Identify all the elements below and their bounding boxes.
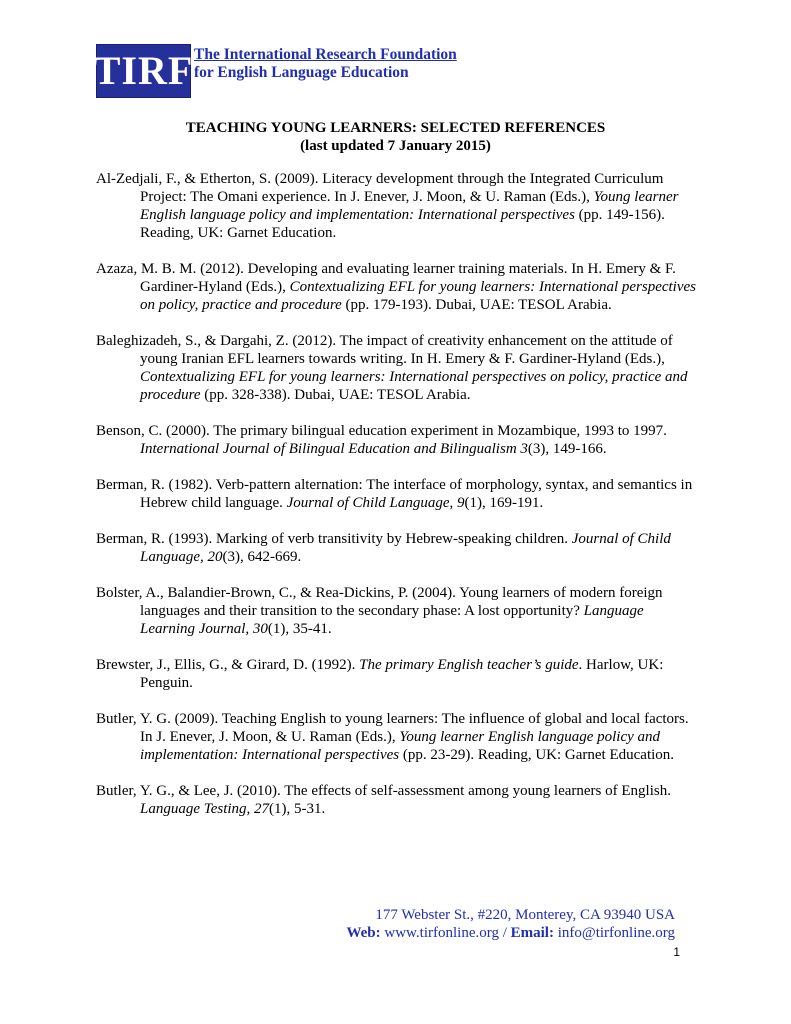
- reference-text: (1), 5-31.: [269, 801, 326, 817]
- reference-entry: [96, 332, 701, 404]
- reference-text: (3), 149-166.: [527, 441, 607, 457]
- reference-text: (3), 642-669.: [222, 549, 302, 565]
- document-title: TEACHING YOUNG LEARNERS: SELECTED REFERENCES: [185, 120, 606, 136]
- web-label: Web:: [346, 925, 381, 941]
- reference-title: Journal of Child Language: [286, 495, 450, 511]
- org-name: [194, 46, 457, 82]
- footer-address: 177 Webster St., #220, Monterey, CA 93940 USA: [375, 907, 675, 923]
- tirf-logo: [93, 44, 194, 98]
- document-subtitle: (last updated 7 January 2015): [300, 138, 491, 154]
- reference-text: (1), 169-191.: [464, 495, 544, 511]
- reference-title: International Journal of Bilingual Education and Bilingualism 3: [140, 441, 528, 457]
- reference-title: Young learner English language policy and implementation: International perspectives: [140, 189, 679, 223]
- web-link[interactable]: www.tirfonline.org /: [380, 925, 511, 941]
- reference-text: Brewster, J., Ellis, G., & Girard, D. (1992).: [96, 657, 360, 673]
- reference-text: Berman, R. (1982). Verb-pattern alternation: The interface of morphology, syntax, and semantics in Hebrew child language.: [96, 477, 693, 511]
- reference-title: Young learner English language policy and implementation: International perspectives: [140, 729, 661, 763]
- reference-text: (pp. 149-156). Reading, UK: Garnet Education.: [140, 207, 665, 241]
- reference-entry: [96, 782, 701, 818]
- reference-title: Contextualizing EFL for young learners: International perspectives on policy, practice and procedure: [140, 369, 688, 403]
- reference-title: Contextualizing EFL for young learners: International perspectives on policy, practice and procedure: [140, 279, 696, 313]
- page-footer: [0, 906, 675, 942]
- reference-text: Butler, Y. G., & Lee, J. (2010). The effects of self-assessment among young learners of English.: [96, 783, 671, 799]
- reference-text: (pp. 23-29). Reading, UK: Garnet Education.: [399, 747, 675, 763]
- org-name-line2: for English Language Education: [194, 64, 409, 81]
- reference-entry: [96, 710, 701, 764]
- document-heading: [0, 119, 791, 155]
- reference-title: 9: [457, 495, 465, 511]
- email-link[interactable]: info@tirfonline.org: [553, 925, 675, 941]
- reference-text: Berman, R. (1993). Marking of verb transitivity by Hebrew-speaking children.: [96, 531, 572, 547]
- reference-text: Butler, Y. G. (2009). Teaching English to young learners: The influence of global and local factors. In J. Enever, J. Moon, & U. Raman (Eds.),: [96, 711, 689, 745]
- reference-entry: [96, 422, 701, 458]
- reference-title: Language Learning Journal, 30: [140, 603, 644, 637]
- reference-entry: [96, 530, 701, 566]
- reference-title: Language Testing, 27: [140, 801, 270, 817]
- reference-entry: [96, 260, 701, 314]
- email-label: Email:: [510, 925, 554, 941]
- reference-text: (pp. 328-338). Dubai, UAE: TESOL Arabia.: [200, 387, 471, 403]
- reference-text: Al-Zedjali, F., & Etherton, S. (2009). Literacy development through the Integrated Curriculum Project: The Omani experience. In J. Enever, J. Moon, & U. Raman (Eds.),: [96, 171, 664, 205]
- reference-text: Azaza, M. B. M. (2012). Developing and evaluating learner training materials. In H. Emery & F. Gardiner-Hyland (Eds.),: [96, 261, 676, 295]
- reference-entry: [96, 170, 701, 242]
- reference-text: Baleghizadeh, S., & Dargahi, Z. (2012). The impact of creativity enhancement on the attitude of young Iranian EFL learners towards writing. In H. Emery & F. Gardiner-Hyland (Eds.),: [96, 333, 673, 367]
- footer-contact: [0, 924, 675, 942]
- page-number: 1: [673, 945, 680, 959]
- reference-entry: [96, 656, 701, 692]
- reference-entry: [96, 476, 701, 512]
- reference-text: ,: [449, 495, 458, 511]
- org-name-line1[interactable]: The International Research Foundation: [194, 46, 457, 63]
- reference-entry: [96, 584, 701, 638]
- reference-text: (pp. 179-193). Dubai, UAE: TESOL Arabia.: [341, 297, 612, 313]
- reference-text: . Harlow, UK: Penguin.: [140, 657, 664, 691]
- reference-title: Journal of Child Language, 20: [140, 531, 671, 565]
- reference-text: (1), 35-41.: [267, 621, 332, 637]
- logo-text: TIRF: [93, 48, 194, 93]
- reference-list: [96, 170, 701, 836]
- reference-text: Benson, C. (2000). The primary bilingual education experiment in Mozambique, 1993 to 1997.: [96, 423, 667, 439]
- reference-text: Bolster, A., Balandier-Brown, C., & Rea-Dickins, P. (2004). Young learners of modern foreign languages and their transition to the secondary phase: A lost opportunity?: [96, 585, 663, 619]
- reference-title: The primary English teacher’s guide: [359, 657, 579, 673]
